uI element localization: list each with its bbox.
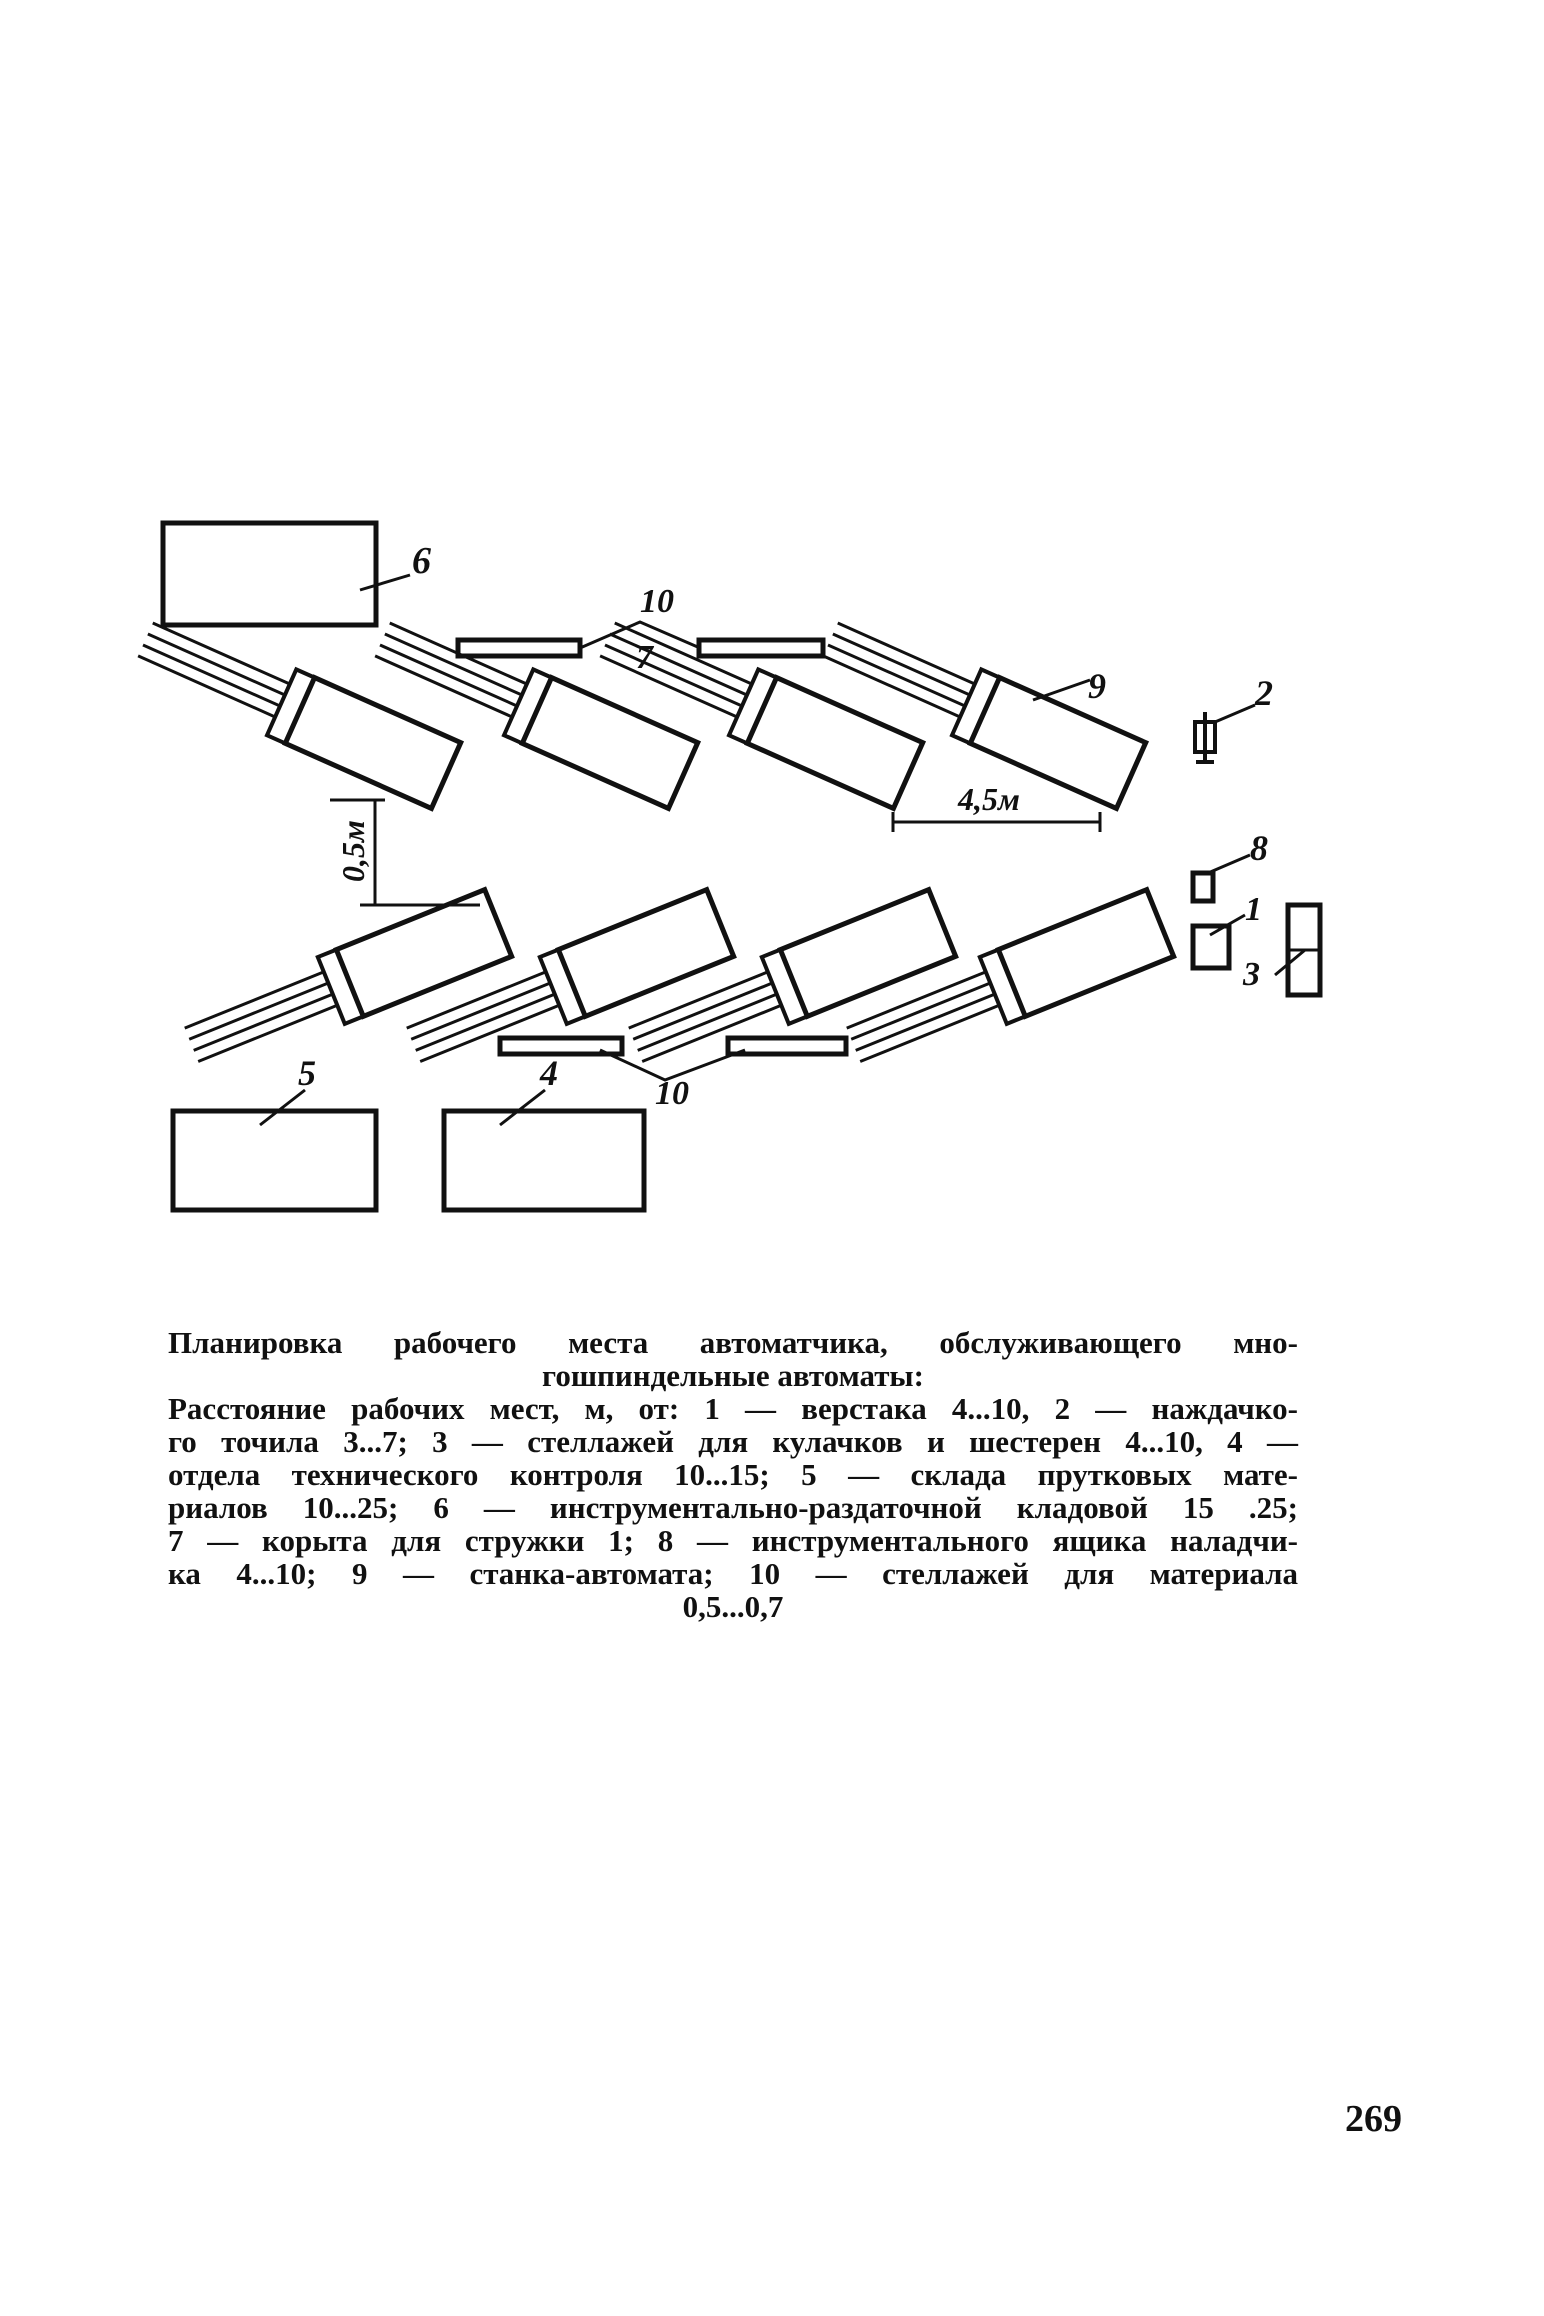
caption-body-line: 0,5...0,7 — [682, 1589, 784, 1624]
label-4: 4 — [540, 1053, 558, 1093]
caption-body-line: ка 4...10; 9 — станка-автомата; 10 — стеллажей для материала — [168, 1556, 1298, 1591]
label-1: 1 — [1245, 891, 1262, 928]
label-2: 2 — [1255, 673, 1273, 713]
machine-bottom-2 — [401, 890, 734, 1080]
label-4-5m: 4,5м — [958, 781, 1020, 817]
material-rack-bottom-right — [728, 1038, 846, 1054]
label-10-top: 10 — [640, 583, 674, 620]
label-10-bottom: 10 — [655, 1075, 689, 1112]
caption-title-line-1: Планировка рабочего места автоматчика, обслуживающего мно- — [168, 1325, 1298, 1360]
caption-body — [168, 1392, 1298, 1623]
caption-body-line: го точила 3...7; 3 — стеллажей для кулачков и шестерен 4...10, 4 — — [168, 1424, 1298, 1459]
bar-material-storage-rect — [173, 1111, 376, 1210]
label-9: 9 — [1088, 666, 1106, 706]
machine-bottom-1 — [179, 890, 512, 1080]
inspection-department-rect — [444, 1111, 644, 1210]
tool-storage-rect — [163, 523, 376, 625]
machine-top-1 — [130, 608, 461, 808]
label-3: 3 — [1243, 956, 1260, 993]
label-8: 8 — [1250, 828, 1268, 868]
workbench-rect — [1193, 926, 1229, 968]
page-number: 269 — [1345, 2098, 1402, 2140]
caption-title-line-2: гошпиндельные автоматы: — [542, 1358, 924, 1393]
caption-body-line: риалов 10...25; 6 — инструментально-раздаточной кладовой 15 .25; — [168, 1490, 1298, 1525]
material-rack-top-right — [699, 640, 823, 656]
label-6: 6 — [412, 540, 431, 582]
caption-body-line: отдела технического контроля 10...15; 5 — склада прутковых мате- — [168, 1457, 1298, 1492]
label-5: 5 — [298, 1053, 316, 1093]
label-7: 7 — [636, 639, 653, 676]
caption-body-line: Расстояние рабочих мест, м, от: 1 — верстака 4...10, 2 — наждачко- — [168, 1391, 1298, 1426]
label-0-5m: 0,5м — [335, 820, 371, 882]
machine-bottom-3 — [623, 890, 956, 1080]
grinder-symbol — [1195, 712, 1215, 762]
adjuster-toolbox-rect — [1193, 873, 1213, 901]
machine-top-4 — [815, 608, 1146, 808]
caption-body-line: 7 — корыта для стружки 1; 8 — инструментального ящика наладчи- — [168, 1523, 1298, 1558]
material-rack-top-left — [458, 640, 580, 656]
